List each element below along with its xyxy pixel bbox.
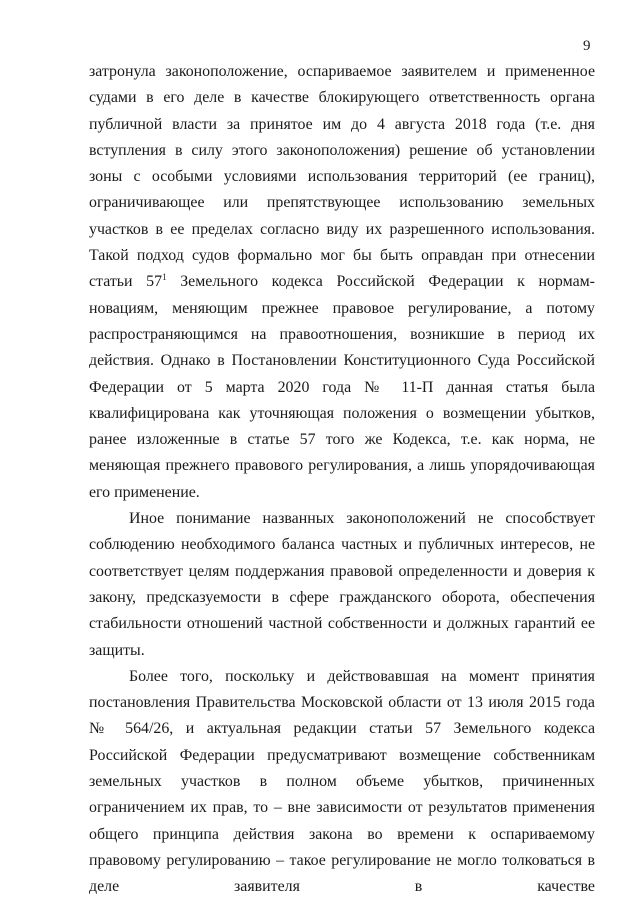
paragraph-text: затронула законоположение, оспариваемое заявителем и примененное судами в его деле в качестве блокирующего ответственность органа публичной власти за принятое им до 4 августа 2018 года (т.е. дня вступления в силу этого законоположения) решение об установлении зоны с особыми условиями использования территорий (ее границ), ограничивающее или препятствующее использованию земельных участков в ее пределах согласно виду их разрешенного использования. Такой подход судов формально мог бы быть оправдан при отнесении статьи 57 <box>89 63 595 291</box>
document-body <box>89 59 595 901</box>
paragraph: Более того, поскольку и действовавшая на момент принятия постановления Правительства Московской области от 13 июля 2015 года № 564/26, и актуальная редакции статьи 57 Земельного кодекса Российской Федерации предусматривают возмещение собственникам земельных участков в полном объеме убытков, причиненных ограничением их прав, то – вне зависимости от результатов применения общего принципа действия закона во времени к оспариваемому правовому регулированию – такое регулирование не могло толковаться в деле заявителя в качестве <box>89 667 595 896</box>
superscript-marker: 1 <box>162 272 167 283</box>
page-number: 9 <box>583 38 591 54</box>
paragraph-continuation <box>89 59 595 506</box>
paragraph-text: Земельного кодекса Российской Федерации к нормам-новациям, меняющим прежнее правовое регулирование, а потому распространяющимся на правоотношения, возникшие в период их действия. Однако в Постановлении Конституционного Суда Российской Федерации от 5 марта 2020 года № 11-П данная статья была квалифицирована как уточняющая положения о возмещении убытков, ранее изложенные в статье 57 того же Кодекса, т.е. как норма, не меняющая прежнего правового регулирования, а лишь упорядочивающая его применение. <box>89 273 595 501</box>
paragraph: Иное понимание названных законоположений не способствует соблюдению необходимого баланса частных и публичных интересов, не соответствует целям поддержания правовой определенности и доверия к закону, предсказуемости в сфере гражданского оборота, обеспечения стабильности отношений частной собственности и должных гарантий ее защиты. <box>89 510 595 659</box>
